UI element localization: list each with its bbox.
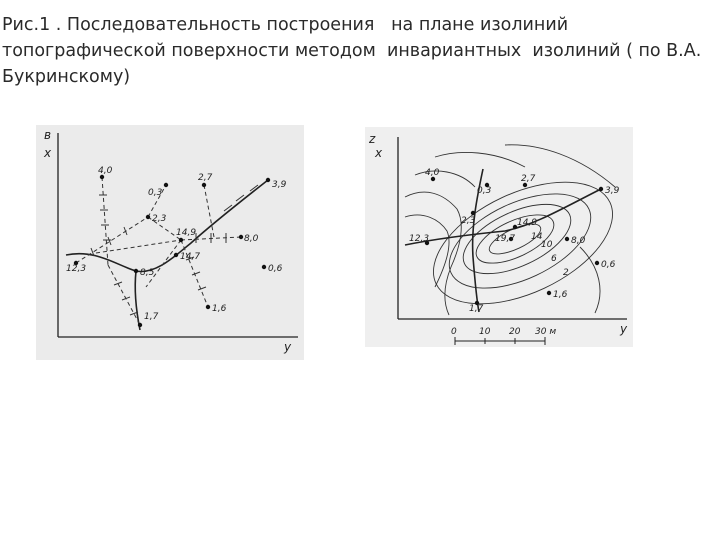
right-point-0-6 bbox=[595, 261, 599, 265]
right-contour-label-6: 6 bbox=[551, 254, 557, 264]
right-label-1-7: 1,7 bbox=[469, 304, 484, 314]
left-label-0-6: 0,6 bbox=[268, 264, 283, 274]
left-axis-v-label: x bbox=[44, 146, 52, 160]
right-label-3-9: 3,9 bbox=[605, 186, 620, 196]
left-label-8-0: 8,0 bbox=[244, 234, 259, 244]
right-contour-label-2: 2 bbox=[563, 268, 569, 278]
left-axis-h-label: y bbox=[284, 340, 292, 354]
right-point-1-6 bbox=[547, 291, 551, 295]
left-point-1-7 bbox=[138, 323, 142, 327]
left-point-14-7 bbox=[174, 253, 178, 257]
right-label-2-7: 2,7 bbox=[521, 174, 536, 184]
right-diagram bbox=[365, 127, 633, 347]
left-point-0-6 bbox=[262, 265, 266, 269]
left-point-3-9 bbox=[266, 178, 270, 182]
left-point-2-3 bbox=[146, 215, 150, 219]
left-label-12-3: 12,3 bbox=[66, 264, 87, 274]
left-label-0-3: 0,3 bbox=[148, 188, 163, 198]
left-label-2-3: 2,3 bbox=[152, 214, 167, 224]
left-diagram-background bbox=[36, 125, 304, 360]
left-point-1-6 bbox=[206, 305, 210, 309]
right-label-4-0: 4,0 bbox=[425, 168, 440, 178]
left-diagram bbox=[36, 125, 304, 360]
right-point-2-3 bbox=[471, 211, 475, 215]
right-label-1-6: 1,6 bbox=[553, 290, 568, 300]
left-axis-v-top-label: в bbox=[44, 128, 52, 142]
right-label-14-9: 14,9 bbox=[517, 218, 538, 228]
left-point-2-7 bbox=[202, 183, 206, 187]
right-label-12-3: 12,3 bbox=[409, 234, 430, 244]
right-label-0-6: 0,6 bbox=[601, 260, 616, 270]
right-scale-10: 10 bbox=[479, 327, 491, 337]
right-label-2-3: 2,3 bbox=[461, 216, 476, 226]
left-label-8-5: 8,5 bbox=[140, 268, 155, 278]
left-label-1-6: 1,6 bbox=[212, 304, 227, 314]
right-point-3-9 bbox=[599, 187, 603, 191]
left-point-8-5 bbox=[134, 269, 138, 273]
left-point-0-3 bbox=[164, 183, 168, 187]
left-label-2-7: 2,7 bbox=[198, 173, 213, 183]
left-label-1-7: 1,7 bbox=[144, 312, 159, 322]
right-axis-v-top-label: z bbox=[369, 132, 376, 146]
right-scale-30m: 30 м bbox=[535, 327, 557, 337]
left-label-14-9: 14,9 bbox=[176, 228, 197, 238]
right-label-0-3: 0,3 bbox=[477, 186, 492, 196]
figure-caption: Рис.1 . Последовательность построения на плане изолиний топографической поверхности методом инвариантных изолиний ( по В.А. Букринскому) bbox=[2, 15, 707, 87]
left-point-14-9 bbox=[179, 238, 183, 242]
left-label-14-7: 14,7 bbox=[180, 252, 201, 262]
right-scale-0: 0 bbox=[451, 327, 457, 337]
right-contour-label-10: 10 bbox=[541, 240, 553, 250]
right-scale-20: 20 bbox=[509, 327, 521, 337]
right-point-8-0 bbox=[565, 237, 569, 241]
right-axis-v-label: x bbox=[375, 146, 383, 160]
right-axis-h-label: y bbox=[620, 322, 628, 336]
left-label-3-9: 3,9 bbox=[272, 180, 287, 190]
left-label-4-0: 4,0 bbox=[98, 166, 113, 176]
right-label-19-7: 19,7 bbox=[495, 234, 516, 244]
right-label-8-0: 8,0 bbox=[571, 236, 586, 246]
right-contour-label-14: 14 bbox=[531, 232, 543, 242]
left-point-8-0 bbox=[239, 235, 243, 239]
